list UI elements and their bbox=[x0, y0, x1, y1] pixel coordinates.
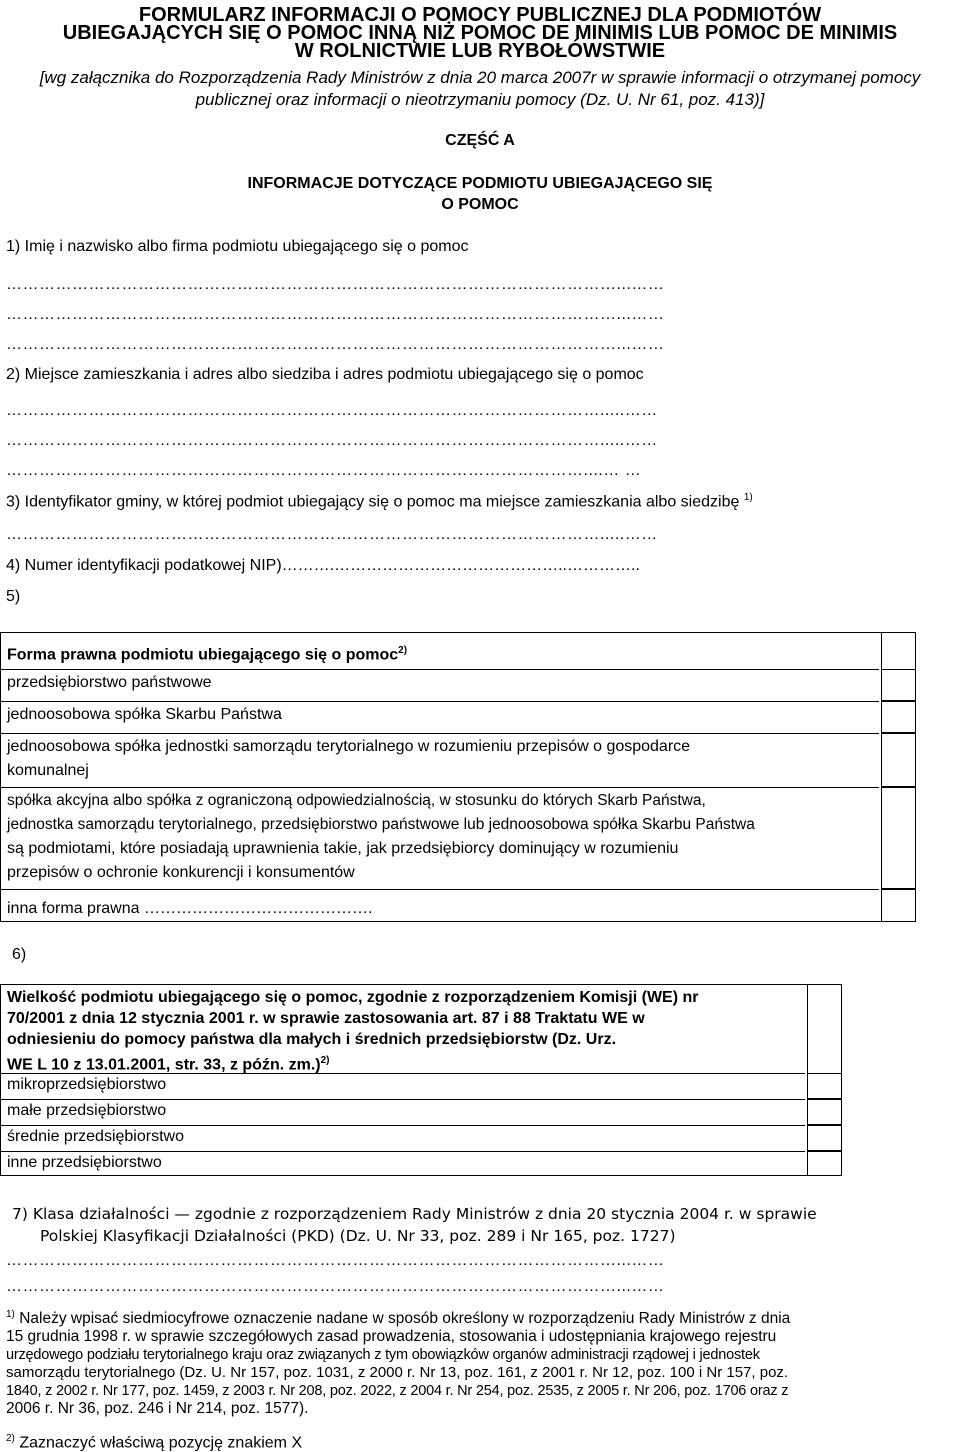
row-divider bbox=[1, 787, 879, 788]
size-header-line-1: Wielkość podmiotu ubiegającego się o pomoc, zgodnie z rozporządzeniem Komisji (WE) nr bbox=[7, 989, 699, 1006]
answer-2-line-3[interactable]: ……………………………………………………………………………………………....… … bbox=[6, 462, 642, 479]
row-divider bbox=[1, 733, 879, 734]
checkbox-other-form[interactable] bbox=[881, 889, 916, 922]
question-6-label: 6) bbox=[12, 946, 27, 963]
row-divider bbox=[1, 889, 879, 890]
size-option-small: małe przedsiębiorstwo bbox=[7, 1102, 167, 1119]
legal-form-option-joint-stock-line-3: są podmiotami, które posiadają uprawnienia takie, jak przedsiębiorcy dominujący w rozumieniu bbox=[7, 840, 679, 857]
company-size-table bbox=[0, 984, 842, 1176]
question-7-line-1: 7) Klasa działalności — zgodnie z rozporządzeniem Rady Ministrów z dnia 20 stycznia 2004 r. w sprawie bbox=[12, 1205, 817, 1223]
answer-1-line-2[interactable]: …………………………………………………………………………………………………...…… bbox=[6, 306, 665, 323]
form-title-line-3: W ROLNICTWIE LUB RYBOŁÓWSTWIE bbox=[294, 40, 666, 62]
legal-form-header-text: Forma prawna podmiotu ubiegającego się o pomoc bbox=[7, 646, 399, 664]
row-divider bbox=[1, 701, 879, 702]
legal-form-option-joint-stock-line-1: spółka akcyjna albo spółka z ograniczoną odpowiedzialnością, w stosunku do których Skarb Państwa, bbox=[7, 792, 706, 809]
footnote-1-line-6: 2006 r. Nr 36, poz. 246 i Nr 214, poz. 1577). bbox=[6, 1400, 309, 1418]
part-heading-line-1: INFORMACJE DOTYCZĄCE PODMIOTU UBIEGAJĄCEGO SIĘ bbox=[247, 175, 713, 192]
legal-form-option-municipal-company-line-1: jednoosobowa spółka jednostki samorządu terytorialnego w rozumieniu przepisów o gospodarce bbox=[7, 738, 691, 755]
footnote-2-marker: 2) bbox=[6, 1433, 15, 1444]
question-3-label bbox=[6, 492, 753, 511]
footnote-2-text: Zaznaczyć właściwą pozycję znakiem X bbox=[19, 1434, 303, 1452]
checkbox-joint-stock[interactable] bbox=[881, 787, 916, 889]
answer-7-line-1[interactable]: …………………………………………………………………………………………………...…… bbox=[6, 1252, 665, 1269]
part-heading-line-2: O POMOC bbox=[441, 196, 519, 213]
size-header-line-4-text: WE L 10 z 13.01.2001, str. 33, z późn. zm.) bbox=[7, 1056, 321, 1074]
footnote-1-line-5: 1840, z 2002 r. Nr 177, poz. 1459, z 2003 r. Nr 208, poz. 2022, z 2004 r. Nr 254, poz. 2535, z 2005 r. Nr 206, poz. 1706 oraz z bbox=[6, 1383, 789, 1400]
size-header-line-4 bbox=[7, 1050, 330, 1075]
answer-2-line-2[interactable]: ……………………………………………………………………………………………….....…… bbox=[6, 432, 658, 449]
legal-form-option-joint-stock-line-2: jednostka samorządu terytorialnego, przedsiębiorstwo państwowe lub jednoosobowa spółka Skarbu Państwa bbox=[7, 816, 755, 833]
legal-form-option-joint-stock-line-4: przepisów o ochronie konkurencji i konsumentów bbox=[7, 864, 355, 881]
footnote-1-line-3: urzędowego podziału terytorialnego kraju oraz związanych z tym obowiązków organów administracji rządowej i jednostek bbox=[6, 1347, 760, 1364]
row-divider bbox=[1, 669, 879, 670]
footnote-1-line-4: samorządu terytorialnego (Dz. U. Nr 157, poz. 1031, z 2000 r. Nr 13, poz. 161, z 2001 r. Nr 12, poz. 100 i Nr 157, poz. bbox=[6, 1364, 789, 1382]
checkbox-state-enterprise[interactable] bbox=[881, 669, 916, 701]
checkbox-treasury-company[interactable] bbox=[881, 701, 916, 733]
answer-2-line-1[interactable]: ……………………………………………………………………………………………….....…… bbox=[6, 402, 658, 419]
question-4-nip[interactable]: 4) Numer identyfikacji podatkowej NIP)……….……………………………………..………….. bbox=[6, 557, 640, 574]
size-option-other: inne przedsiębiorstwo bbox=[7, 1154, 162, 1171]
question-2-label: 2) Miejsce zamieszkania i adres albo siedziba i adres podmiotu ubiegającego się o pomoc bbox=[6, 366, 644, 383]
size-option-medium: średnie przedsiębiorstwo bbox=[7, 1128, 184, 1145]
form-title-line-1: FORMULARZ INFORMACJI O POMOCY PUBLICZNEJ DLA PODMIOTÓW bbox=[138, 4, 822, 26]
checkbox-small[interactable] bbox=[807, 1099, 842, 1125]
footnote-1-marker: 1) bbox=[6, 1309, 15, 1320]
legal-form-option-other[interactable]: inna forma prawna ……………………………………. bbox=[7, 900, 373, 917]
size-header-ref: 2) bbox=[320, 1055, 330, 1066]
size-header-line-3: odniesieniu do pomocy państwa dla małych i średnich przedsiębiorstw (Dz. Urz. bbox=[7, 1031, 617, 1048]
checkbox-medium[interactable] bbox=[807, 1125, 842, 1151]
answer-1-line-3[interactable]: …………………………………………………………………………………………………...…… bbox=[6, 336, 665, 353]
question-7-line-2: Polskiej Klasyfikacji Działalności (PKD) (Dz. U. Nr 33, poz. 289 i Nr 165, poz. 1727) bbox=[40, 1227, 676, 1245]
legal-form-header bbox=[7, 639, 407, 667]
question-3-footnote-ref: 1) bbox=[743, 492, 753, 503]
form-title-line-2: UBIEGAJĄCYCH SIĘ O POMOC INNĄ NIŻ POMOC DE MINIMIS LUB POMOC DE MINIMIS bbox=[62, 22, 898, 44]
footnote-1-text-1: Należy wpisać siedmiocyfrowe oznaczenie nadane w sposób określony w rozporządzeniu Rady Ministrów z dnia bbox=[19, 1310, 791, 1328]
legal-form-header-ref: 2) bbox=[398, 645, 408, 656]
footnote-1-line-1 bbox=[6, 1306, 956, 1328]
footnote-1 bbox=[6, 1306, 956, 1418]
footnote-2 bbox=[6, 1430, 956, 1452]
question-3-text: 3) Identyfikator gminy, w której podmiot ubiegający się o pomoc ma miejsce zamieszkania albo siedzibę bbox=[6, 493, 740, 511]
question-5-label: 5) bbox=[6, 588, 21, 605]
question-1-label: 1) Imię i nazwisko albo firma podmiotu ubiegającego się o pomoc bbox=[6, 238, 469, 255]
legal-form-option-state-enterprise: przedsiębiorstwo państwowe bbox=[7, 674, 212, 691]
footnote-1-line-2: 15 grudnia 1998 r. w sprawie szczegółowych zasad prowadzenia, stosowania i udostępniania krajowego rejestru bbox=[6, 1328, 777, 1346]
answer-1-line-1[interactable]: …………………………………………………………………………………………………...…… bbox=[6, 276, 665, 293]
checkbox-other-size[interactable] bbox=[807, 1151, 842, 1176]
answer-3-line[interactable]: ……………………………………………………………………………………………….....…… bbox=[6, 526, 658, 543]
legal-form-option-treasury-company: jednoosobowa spółka Skarbu Państwa bbox=[7, 706, 282, 723]
answer-7-line-2[interactable]: …………………………………………………………………………………………………...…… bbox=[6, 1278, 665, 1295]
size-option-micro: mikroprzedsiębiorstwo bbox=[7, 1076, 167, 1093]
checkbox-micro[interactable] bbox=[807, 1073, 842, 1099]
form-subtitle-line-1: [wg załącznika do Rozporządzenia Rady Ministrów z dnia 20 marca 2007r w sprawie informacji o otrzymanej pomocy bbox=[39, 68, 921, 87]
legal-form-option-municipal-company-line-2: komunalnej bbox=[7, 762, 89, 779]
legal-form-table bbox=[0, 632, 916, 922]
size-header-line-2: 70/2001 z dnia 12 stycznia 2001 r. w sprawie zastosowania art. 87 i 88 Traktatu WE w bbox=[7, 1010, 645, 1027]
part-label: CZĘŚĆ A bbox=[445, 132, 515, 149]
checkbox-municipal-company[interactable] bbox=[881, 733, 916, 787]
form-subtitle-line-2: publicznej oraz informacji o nieotrzymaniu pomocy (Dz. U. Nr 61, poz. 413)] bbox=[195, 90, 765, 109]
